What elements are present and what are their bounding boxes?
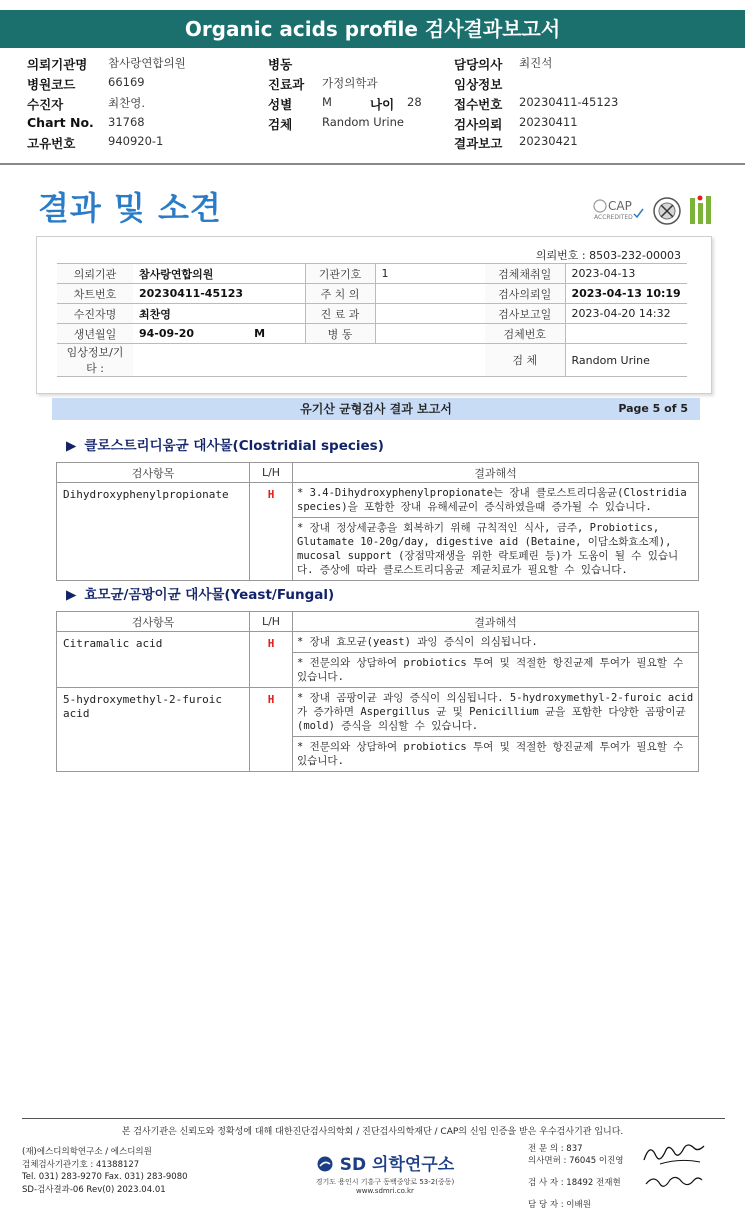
test-item: 5-hydroxymethyl-2-furoic acid xyxy=(57,688,250,772)
interpretation-line: * 장내 정상세균총을 회복하기 위해 규칙적인 식사, 금주, Probiotics, Glutamate 10-20g/day, digestive aid (Betaine, 이담소화효소제), mucosal support (장점막재생을 위한 락토페린 등)가 도움이 될 수 있습니다. 증상에 따라 클로스트리디움균 제균치료가 필요할 수 있습니다. xyxy=(293,518,699,581)
sex-value: M xyxy=(254,327,266,340)
specimen-label: 검 체 xyxy=(485,344,565,377)
group-heading-clostridial xyxy=(66,434,384,454)
triangle-bullet-icon: ▶ xyxy=(66,587,77,603)
pinfo-value xyxy=(375,304,485,324)
patient-info-table xyxy=(57,263,687,377)
report-title-bar xyxy=(52,398,700,420)
age-value: 28 xyxy=(407,95,422,109)
brand-logo xyxy=(300,1150,470,1175)
header-row xyxy=(0,115,745,134)
interpretation-line: * 3.4-Dihydroxyphenylpropionate는 장내 클로스트리디움균(Clostridia species)을 포함한 장내 유해세균이 증식하였을때 증가될 수 있습니다. xyxy=(293,483,699,518)
brand-address: 경기도 용인시 기흥구 동백중앙로 53-2(중동) xyxy=(315,1178,455,1186)
triangle-bullet-icon: ▶ xyxy=(66,438,77,454)
pinfo-key: 차트번호 xyxy=(57,284,133,304)
footer-lab-line: SD-검사결과-06 Rev(0) 2023.04.01 xyxy=(22,1184,166,1195)
interpretation-line: * 전문의와 상담하여 probiotics 투여 및 적절한 항진균제 투여가 필요할 수 있습니다. xyxy=(293,653,699,688)
pinfo-key: 검사보고일 xyxy=(485,304,565,324)
header-row xyxy=(0,55,745,74)
signer-line: 의사면허 : 76045 이진영 xyxy=(528,1156,624,1166)
patient-info-row xyxy=(57,284,687,304)
header-value: 참사랑연합의원 xyxy=(108,56,186,70)
header-row xyxy=(0,75,745,94)
footer-lab-line: 검체검사기관기호 : 41388127 xyxy=(22,1159,140,1170)
flag-high: H xyxy=(250,688,293,772)
header-label: 성별 xyxy=(268,97,293,112)
header-label: 담당의사 xyxy=(454,57,503,72)
footer-accreditation-note: 본 검사기관은 신뢰도와 정확성에 대해 대한진단검사의학회 / 진단검사의학재단 / CAP의 신임 인증을 받은 우수검사기관 입니다. xyxy=(121,1127,624,1137)
test-item: Dihydroxyphenylpropionate xyxy=(57,483,250,581)
specimen-value: Random Urine xyxy=(565,344,687,377)
footer-signers xyxy=(528,1143,624,1210)
header-label: Chart No. xyxy=(27,115,94,130)
pinfo-key: 병 동 xyxy=(305,324,375,344)
header-label: 고유번호 xyxy=(27,136,76,151)
signer-line: 검 사 자 : 18492 전재현 xyxy=(528,1178,621,1188)
birthdate-value: 94-09-20 xyxy=(139,327,195,340)
table-row xyxy=(57,688,699,737)
col-header-lh: L/H xyxy=(250,612,293,632)
pinfo-value: 2023-04-13 10:19 xyxy=(565,284,687,304)
header-row xyxy=(0,134,745,153)
footer-divider xyxy=(22,1118,725,1119)
footer-lab-info xyxy=(22,1146,188,1196)
pinfo-key: 의뢰기관 xyxy=(57,264,133,284)
clinical-info-label: 임상정보/기타 : xyxy=(57,344,133,377)
brand-url: www.sdmri.co.kr xyxy=(356,1187,414,1195)
col-header-interp: 결과해석 xyxy=(293,612,699,632)
header-value: 66169 xyxy=(108,75,145,89)
header-value: Random Urine xyxy=(322,115,404,129)
header-value: 940920-1 xyxy=(108,134,164,148)
signature-tester-icon xyxy=(640,1170,710,1192)
patient-info-row xyxy=(57,324,687,344)
header-label: 병원코드 xyxy=(27,77,76,92)
header-label: 결과보고 xyxy=(454,136,503,151)
pinfo-value xyxy=(375,284,485,304)
report-title: 유기산 균형검사 결과 보고서 xyxy=(300,402,452,416)
page-indicator: Page 5 of 5 xyxy=(618,402,688,415)
brand-logo-icon xyxy=(316,1156,334,1172)
patient-info-row xyxy=(57,344,687,377)
header-value: 20230421 xyxy=(519,134,578,148)
report-banner: Organic acids profile 검사결과보고서 xyxy=(0,10,745,48)
col-header-item: 검사항목 xyxy=(57,612,250,632)
header-row xyxy=(0,95,745,114)
patient-info-row xyxy=(57,264,687,284)
flag-high: H xyxy=(250,632,293,688)
header-label: 접수번호 xyxy=(454,97,503,112)
pinfo-key: 검사의뢰일 xyxy=(485,284,565,304)
pinfo-value: 최찬영 xyxy=(133,304,305,324)
header-label: 병동 xyxy=(268,57,293,72)
header-value: 가정의학과 xyxy=(322,76,378,90)
col-header-lh: L/H xyxy=(250,463,293,483)
signature-doctor-icon xyxy=(640,1140,710,1168)
pinfo-value xyxy=(375,324,485,344)
header-value: 31768 xyxy=(108,115,145,129)
pinfo-value: 2023-04-13 xyxy=(565,264,687,284)
group-heading-yeast xyxy=(66,583,334,603)
header-divider xyxy=(0,163,745,165)
header-value: 최찬영. xyxy=(108,96,145,110)
table-header-row xyxy=(57,612,699,632)
interpretation-line: * 장내 곰팡이균 과잉 증식이 의심됩니다. 5-hydroxymethyl-2-furoic acid가 증가하면 Aspergillus 균 및 Penicillium 균을 포함한 다양한 곰팡이균(mold) 증식을 의심할 수 있습니다. xyxy=(293,688,699,737)
accreditation-logo-icons xyxy=(590,192,720,232)
signer-line xyxy=(528,1167,624,1177)
signer-line xyxy=(528,1189,624,1199)
section-title: 결과 및 소견 xyxy=(38,189,222,227)
footer-brand xyxy=(300,1150,470,1195)
table-row xyxy=(57,483,699,518)
table-header-row xyxy=(57,463,699,483)
patient-info-row xyxy=(57,304,687,324)
header-info xyxy=(0,55,745,155)
pinfo-key: 검체번호 xyxy=(485,324,565,344)
interpretation-line: * 전문의와 상담하여 probiotics 투여 및 적절한 항진균제 투여가 필요할 수 있습니다. xyxy=(293,737,699,772)
signer-line: 담 당 자 : 이배원 xyxy=(528,1200,591,1210)
age-label: 나이 xyxy=(370,97,395,112)
header-label: 검체 xyxy=(268,117,293,132)
footer-lab-line: Tel. 031) 283-9270 Fax. 031) 283-9080 xyxy=(22,1172,188,1182)
group-title: 효모균/곰팡이균 대사물(Yeast/Fungal) xyxy=(84,587,335,603)
header-label: 의뢰기관명 xyxy=(27,57,88,72)
header-label: 검사의뢰 xyxy=(454,117,503,132)
group-title: 클로스트리디움균 대사물(Clostridial species) xyxy=(84,438,384,454)
col-header-item: 검사항목 xyxy=(57,463,250,483)
results-table-clostridial xyxy=(56,462,699,581)
pinfo-value: 참사랑연합의원 xyxy=(133,264,305,284)
pinfo-key: 검체채취일 xyxy=(485,264,565,284)
header-value: 20230411-45123 xyxy=(519,95,619,109)
header-value: 20230411 xyxy=(519,115,578,129)
pinfo-key: 생년월일 xyxy=(57,324,133,344)
pinfo-value: 20230411-45123 xyxy=(133,284,305,304)
brand-name: SD 의학연구소 xyxy=(339,1155,455,1175)
cap-accredited-text: ACCREDITED xyxy=(594,214,633,221)
test-item: Citramalic acid xyxy=(57,632,250,688)
pinfo-value xyxy=(565,324,687,344)
pinfo-key: 기관기호 xyxy=(305,264,375,284)
header-label: 수진자 xyxy=(27,97,64,112)
col-header-interp: 결과해석 xyxy=(293,463,699,483)
pinfo-key: 진 료 과 xyxy=(305,304,375,324)
request-number: 의뢰번호 : 8503-232-00003 xyxy=(535,249,681,262)
footer-lab-line: (재)에스디의학연구소 / 에스디의원 xyxy=(22,1147,152,1157)
pinfo-value: 1 xyxy=(375,264,485,284)
header-value: M xyxy=(322,95,332,109)
results-table-yeast xyxy=(56,611,699,772)
pinfo-key: 수진자명 xyxy=(57,304,133,324)
cap-logo-text: CAP xyxy=(608,199,632,213)
pinfo-value xyxy=(133,324,305,344)
table-row xyxy=(57,632,699,653)
header-value: 최진석 xyxy=(519,56,553,70)
header-label: 진료과 xyxy=(268,77,305,92)
signer-line: 전 문 의 : 837 xyxy=(528,1144,583,1154)
pinfo-key: 주 치 의 xyxy=(305,284,375,304)
interpretation-line: * 장내 효모균(yeast) 과잉 증식이 의심됩니다. xyxy=(293,632,699,653)
accreditation-logos xyxy=(590,192,720,232)
patient-info-box xyxy=(36,236,712,394)
clinical-info-value xyxy=(133,344,485,377)
flag-high: H xyxy=(250,483,293,581)
header-label: 임상정보 xyxy=(454,77,503,92)
pinfo-value: 2023-04-20 14:32 xyxy=(565,304,687,324)
